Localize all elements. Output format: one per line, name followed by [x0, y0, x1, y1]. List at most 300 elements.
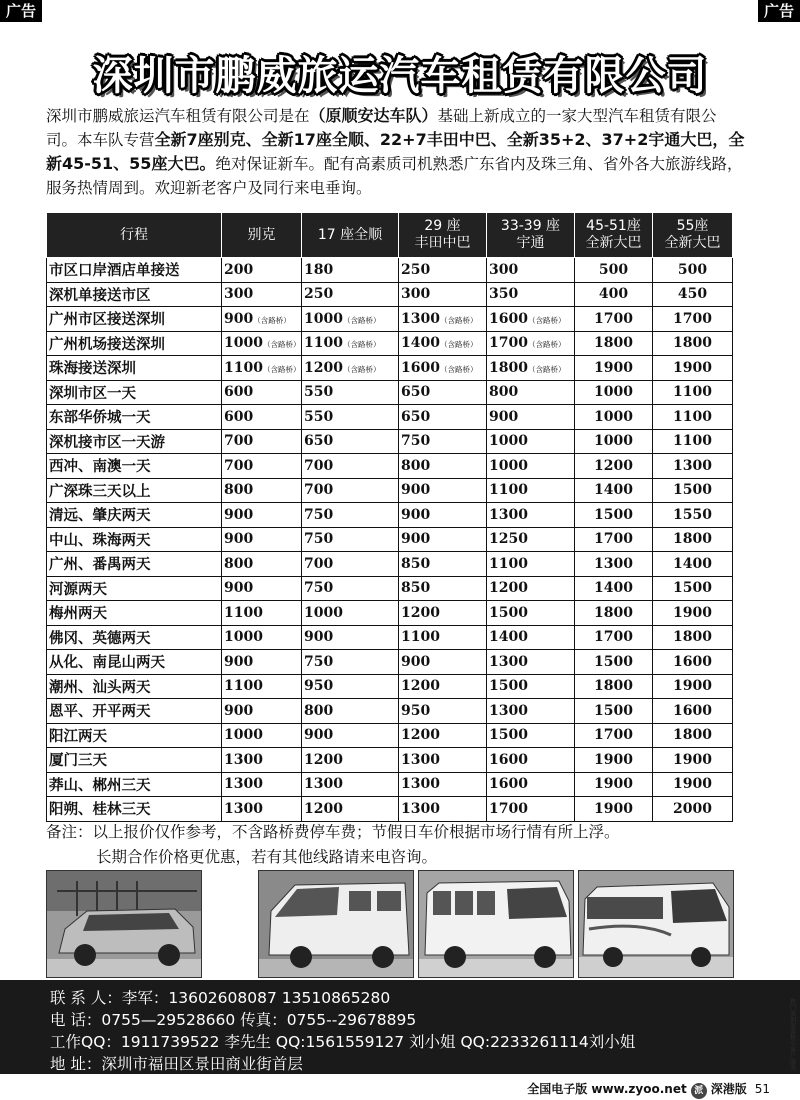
price-value: 1300 — [224, 800, 263, 817]
price-value: 450 — [677, 286, 708, 303]
price-cell — [302, 331, 399, 356]
price-value: 700 — [224, 457, 254, 474]
price-cell — [653, 258, 733, 283]
price-cell — [399, 723, 487, 748]
price-value: 1400 — [594, 482, 633, 499]
price-cell — [399, 576, 487, 601]
price-value: 1100 — [304, 335, 343, 352]
price-value: 1000 — [594, 384, 633, 401]
price-cell — [575, 478, 653, 503]
price-value: 750 — [304, 531, 334, 548]
table-row — [47, 748, 733, 773]
price-cell — [399, 478, 487, 503]
toll-note: （含路桥） — [262, 340, 301, 350]
route-cell: 广州市区接送深圳 — [47, 307, 222, 332]
price-value: 1400 — [673, 555, 712, 572]
header-45-51-seat: 45-51座 全新大巴 — [575, 213, 653, 258]
price-cell — [302, 478, 399, 503]
price-value: 800 — [489, 384, 519, 401]
price-cell — [399, 380, 487, 405]
price-value: 900 — [224, 506, 254, 523]
price-cell — [222, 772, 302, 797]
price-value: 600 — [224, 384, 254, 401]
price-value: 180 — [304, 261, 334, 278]
price-cell — [302, 625, 399, 650]
price-table — [46, 212, 733, 822]
intro-bold-2: 全新7座别克、全新17座全顺、22+7丰田中巴、全新35+2、37+2宇通大巴，全新45-51、55座大巴。 — [46, 130, 745, 173]
price-value: 300 — [489, 261, 519, 278]
price-cell — [575, 307, 653, 332]
price-cell — [399, 307, 487, 332]
price-cell — [487, 380, 575, 405]
photo-van — [258, 870, 414, 978]
price-value: 1900 — [594, 359, 633, 376]
price-cell — [222, 723, 302, 748]
price-cell — [487, 723, 575, 748]
price-value: 1100 — [673, 384, 712, 401]
price-value: 1800 — [673, 531, 712, 548]
price-cell — [575, 356, 653, 381]
price-cell — [575, 674, 653, 699]
price-value: 900 — [224, 580, 254, 597]
route-cell: 珠海接送深圳 — [47, 356, 222, 381]
price-value: 550 — [304, 384, 334, 401]
price-cell — [653, 674, 733, 699]
price-value: 1900 — [594, 776, 633, 793]
price-cell — [399, 503, 487, 528]
price-value: 800 — [304, 702, 334, 719]
price-cell — [653, 797, 733, 822]
price-value: 1100 — [489, 555, 528, 572]
price-value: 1300 — [594, 555, 633, 572]
price-cell — [222, 258, 302, 283]
price-value: 1500 — [594, 653, 633, 670]
price-cell — [653, 772, 733, 797]
price-cell — [222, 503, 302, 528]
price-cell — [653, 527, 733, 552]
price-value: 1700 — [594, 727, 633, 744]
price-cell — [575, 331, 653, 356]
price-cell — [302, 503, 399, 528]
price-cell — [575, 527, 653, 552]
price-value: 600 — [224, 408, 254, 425]
table-row — [47, 454, 733, 479]
price-value: 500 — [677, 261, 708, 278]
price-cell — [487, 625, 575, 650]
price-value: 1300 — [673, 457, 712, 474]
price-value: 1800 — [673, 727, 712, 744]
price-value: 1500 — [673, 482, 712, 499]
price-value: 900 — [489, 408, 519, 425]
route-cell: 恩平、开平两天 — [47, 699, 222, 724]
price-cell — [302, 699, 399, 724]
price-cell — [487, 331, 575, 356]
price-cell — [302, 797, 399, 822]
price-value: 1300 — [224, 751, 263, 768]
toll-note: （含路桥） — [342, 340, 381, 350]
price-value: 1400 — [401, 335, 440, 352]
price-value: 750 — [304, 580, 334, 597]
price-value: 1300 — [401, 776, 440, 793]
price-value: 700 — [304, 482, 334, 499]
price-cell — [222, 454, 302, 479]
price-cell — [653, 380, 733, 405]
price-value: 1600 — [673, 702, 712, 719]
toll-note: （含路桥） — [527, 364, 566, 374]
price-cell — [653, 625, 733, 650]
route-cell: 东部华侨城一天 — [47, 405, 222, 430]
price-value: 1500 — [489, 678, 528, 695]
table-row — [47, 356, 733, 381]
price-value: 650 — [304, 433, 334, 450]
price-value: 1900 — [673, 751, 712, 768]
table-row — [47, 503, 733, 528]
table-row — [47, 282, 733, 307]
route-cell: 深机接市区一天游 — [47, 429, 222, 454]
price-value: 350 — [489, 286, 519, 303]
ad-tag-left: 广告 — [0, 0, 42, 22]
price-cell — [487, 356, 575, 381]
table-row — [47, 650, 733, 675]
price-cell — [575, 503, 653, 528]
price-value: 1250 — [489, 531, 528, 548]
price-cell — [487, 527, 575, 552]
price-cell — [653, 723, 733, 748]
ad-tag-right: 广告 — [758, 0, 800, 22]
price-value: 950 — [401, 702, 431, 719]
price-cell — [653, 356, 733, 381]
table-row — [47, 552, 733, 577]
price-cell — [302, 527, 399, 552]
price-cell — [302, 307, 399, 332]
price-value: 1300 — [489, 653, 528, 670]
price-value: 1000 — [594, 408, 633, 425]
price-value: 750 — [304, 506, 334, 523]
price-value: 900 — [401, 531, 431, 548]
price-value: 1300 — [401, 310, 440, 327]
table-row — [47, 699, 733, 724]
price-cell — [575, 797, 653, 822]
price-cell — [399, 527, 487, 552]
price-cell — [653, 650, 733, 675]
price-value: 1200 — [594, 457, 633, 474]
route-cell: 广深珠三天以上 — [47, 478, 222, 503]
price-value: 1100 — [673, 433, 712, 450]
price-cell — [487, 258, 575, 283]
contact-address: 地 址：深圳市福田区景田商业街首层 — [50, 1055, 303, 1073]
price-cell — [487, 478, 575, 503]
price-value: 300 — [401, 286, 431, 303]
price-cell — [222, 601, 302, 626]
price-value: 650 — [401, 408, 431, 425]
price-cell — [302, 576, 399, 601]
price-cell — [575, 699, 653, 724]
price-cell — [399, 454, 487, 479]
toll-note: （含路桥） — [439, 340, 478, 350]
route-cell: 市区口岸酒店单接送 — [47, 258, 222, 283]
price-value: 1700 — [489, 335, 528, 352]
price-cell — [399, 650, 487, 675]
price-cell — [487, 405, 575, 430]
price-cell — [575, 282, 653, 307]
price-cell — [399, 797, 487, 822]
price-value: 1400 — [594, 580, 633, 597]
price-value: 900 — [224, 310, 254, 327]
price-cell — [302, 356, 399, 381]
route-cell: 阳朔、桂林三天 — [47, 797, 222, 822]
price-value: 1600 — [489, 310, 528, 327]
footer-edition: 深港版 — [710, 1082, 747, 1096]
table-row — [47, 258, 733, 283]
price-value: 1700 — [489, 800, 528, 817]
price-value: 1600 — [401, 359, 440, 376]
intro-bold-1: （原顺安达车队） — [309, 106, 438, 125]
price-cell — [575, 748, 653, 773]
price-cell — [653, 748, 733, 773]
contact-person: 联 系 人：李军：13602608087 13510865280 — [50, 989, 391, 1007]
price-value: 1400 — [489, 629, 528, 646]
table-row — [47, 723, 733, 748]
price-cell — [487, 307, 575, 332]
price-value: 1600 — [673, 653, 712, 670]
price-value: 1300 — [489, 702, 528, 719]
price-cell — [302, 723, 399, 748]
price-cell — [575, 429, 653, 454]
price-cell — [399, 405, 487, 430]
price-cell — [653, 331, 733, 356]
price-cell — [302, 601, 399, 626]
table-row — [47, 478, 733, 503]
price-value: 1600 — [489, 751, 528, 768]
price-cell — [575, 552, 653, 577]
price-value: 1000 — [224, 335, 263, 352]
table-row — [47, 772, 733, 797]
price-value: 900 — [224, 653, 254, 670]
price-cell — [575, 258, 653, 283]
photo-minibus — [418, 870, 574, 978]
price-cell — [575, 772, 653, 797]
price-cell — [399, 552, 487, 577]
price-cell — [222, 699, 302, 724]
toll-note: （含路桥） — [527, 340, 566, 350]
table-row — [47, 380, 733, 405]
intro-text-1: 深圳市鹏威旅运汽车租赁有限公司是在 — [46, 107, 310, 125]
price-value: 850 — [401, 580, 431, 597]
price-value: 2000 — [673, 800, 712, 817]
route-cell: 潮州、汕头两天 — [47, 674, 222, 699]
price-cell — [487, 797, 575, 822]
header-buick: 别克 — [222, 213, 302, 258]
price-cell — [302, 454, 399, 479]
price-cell — [653, 405, 733, 430]
price-cell — [487, 576, 575, 601]
price-cell — [487, 454, 575, 479]
price-cell — [575, 723, 653, 748]
price-cell — [653, 429, 733, 454]
price-value: 950 — [304, 678, 334, 695]
price-value: 750 — [304, 653, 334, 670]
price-cell — [653, 454, 733, 479]
price-value: 1100 — [224, 678, 263, 695]
price-value: 750 — [401, 433, 431, 450]
header-17-seat: 17 座全顺 — [302, 213, 399, 258]
table-row — [47, 405, 733, 430]
price-cell — [487, 699, 575, 724]
price-value: 850 — [401, 555, 431, 572]
price-cell — [302, 258, 399, 283]
price-value: 300 — [224, 286, 254, 303]
price-cell — [222, 331, 302, 356]
route-cell: 深圳市区一天 — [47, 380, 222, 405]
price-value: 1000 — [489, 433, 528, 450]
price-value: 900 — [401, 482, 431, 499]
price-cell — [487, 674, 575, 699]
price-cell — [575, 650, 653, 675]
route-cell: 广州机场接送深圳 — [47, 331, 222, 356]
price-value: 1000 — [304, 310, 343, 327]
route-cell: 西冲、南澳一天 — [47, 454, 222, 479]
price-value: 650 — [401, 384, 431, 401]
price-value: 700 — [304, 555, 334, 572]
price-value: 1200 — [401, 604, 440, 621]
price-cell — [222, 307, 302, 332]
header-55-seat: 55座 全新大巴 — [653, 213, 733, 258]
price-value: 1100 — [401, 629, 440, 646]
price-cell — [399, 429, 487, 454]
price-value: 1900 — [673, 359, 712, 376]
price-cell — [302, 674, 399, 699]
photo-coach-bus — [578, 870, 734, 978]
price-value: 1900 — [594, 800, 633, 817]
contact-block — [0, 980, 800, 1074]
note-line-2: 长期合作价格更优惠，若有其他线路请来电咨询。 — [96, 848, 438, 866]
price-value: 1900 — [673, 604, 712, 621]
price-cell — [487, 429, 575, 454]
table-row — [47, 576, 733, 601]
table-row — [47, 429, 733, 454]
toll-note: （含路桥） — [439, 315, 478, 325]
price-value: 1500 — [673, 580, 712, 597]
footer-site: 全国电子版 www.zyoo.net — [527, 1082, 687, 1096]
price-cell — [399, 748, 487, 773]
price-cell — [222, 405, 302, 430]
header-route: 行程 — [47, 213, 222, 258]
price-cell — [653, 552, 733, 577]
route-cell: 深机单接送市区 — [47, 282, 222, 307]
price-cell — [575, 380, 653, 405]
price-value: 1800 — [489, 359, 528, 376]
toll-note: （含路桥） — [527, 315, 566, 325]
price-value: 1300 — [401, 751, 440, 768]
price-value: 1800 — [594, 335, 633, 352]
price-cell — [575, 625, 653, 650]
price-value: 1100 — [224, 604, 263, 621]
page-footer — [527, 1080, 770, 1099]
header-29-seat: 29 座 丰田中巴 — [399, 213, 487, 258]
price-value: 1300 — [401, 800, 440, 817]
price-value: 1800 — [673, 629, 712, 646]
photo-mpv — [46, 870, 202, 978]
route-cell: 莽山、郴州三天 — [47, 772, 222, 797]
toll-note: （含路桥） — [262, 364, 301, 374]
price-value: 500 — [598, 261, 629, 278]
price-cell — [487, 748, 575, 773]
price-value: 900 — [304, 727, 334, 744]
price-cell — [487, 552, 575, 577]
price-cell — [575, 601, 653, 626]
price-value: 250 — [401, 261, 431, 278]
price-value: 250 — [304, 286, 334, 303]
price-cell — [575, 454, 653, 479]
price-value: 900 — [401, 506, 431, 523]
company-title: 深圳市鹏威旅运汽车租赁有限公司 — [92, 52, 708, 99]
price-value: 1700 — [594, 629, 633, 646]
route-cell: 广州、番禺两天 — [47, 552, 222, 577]
price-value: 1900 — [673, 776, 712, 793]
price-cell — [222, 576, 302, 601]
route-cell: 阳江两天 — [47, 723, 222, 748]
footer-badge: 派 — [691, 1083, 707, 1099]
table-row — [47, 674, 733, 699]
intro-text-3: 绝对保证新车。配有高素质司机熟悉广东省内及珠三角、省外各大旅游线路，服务热情周到。欢迎新老客户及同行来电垂询。 — [46, 155, 743, 197]
price-value: 1900 — [594, 751, 633, 768]
route-cell: 梅州两天 — [47, 601, 222, 626]
price-cell — [399, 356, 487, 381]
table-header-row — [47, 213, 733, 258]
price-cell — [399, 258, 487, 283]
price-value: 1100 — [489, 482, 528, 499]
price-cell — [222, 625, 302, 650]
price-value: 1000 — [304, 604, 343, 621]
price-value: 800 — [224, 555, 254, 572]
price-cell — [487, 772, 575, 797]
price-value: 800 — [224, 482, 254, 499]
price-value: 1800 — [594, 678, 633, 695]
price-value: 1300 — [304, 776, 343, 793]
price-cell — [222, 650, 302, 675]
price-cell — [302, 282, 399, 307]
price-value: 1100 — [673, 408, 712, 425]
price-value: 550 — [304, 408, 334, 425]
route-cell: 佛冈、英德两天 — [47, 625, 222, 650]
price-value: 1000 — [224, 629, 263, 646]
price-cell — [399, 674, 487, 699]
price-cell — [222, 282, 302, 307]
table-row — [47, 307, 733, 332]
price-value: 700 — [304, 457, 334, 474]
price-value: 1200 — [304, 800, 343, 817]
price-cell — [302, 405, 399, 430]
price-cell — [302, 748, 399, 773]
header-33-39-seat: 33-39 座 宇通 — [487, 213, 575, 258]
table-row — [47, 601, 733, 626]
price-value: 1600 — [489, 776, 528, 793]
price-value: 1500 — [594, 702, 633, 719]
price-cell — [653, 503, 733, 528]
price-cell — [653, 307, 733, 332]
price-value: 1300 — [489, 506, 528, 523]
price-cell — [399, 601, 487, 626]
table-row — [47, 797, 733, 822]
price-cell — [222, 797, 302, 822]
price-value: 1500 — [489, 604, 528, 621]
price-value: 1300 — [224, 776, 263, 793]
price-cell — [653, 478, 733, 503]
price-value: 1800 — [673, 335, 712, 352]
table-row — [47, 625, 733, 650]
price-cell — [302, 429, 399, 454]
price-value: 700 — [224, 433, 254, 450]
